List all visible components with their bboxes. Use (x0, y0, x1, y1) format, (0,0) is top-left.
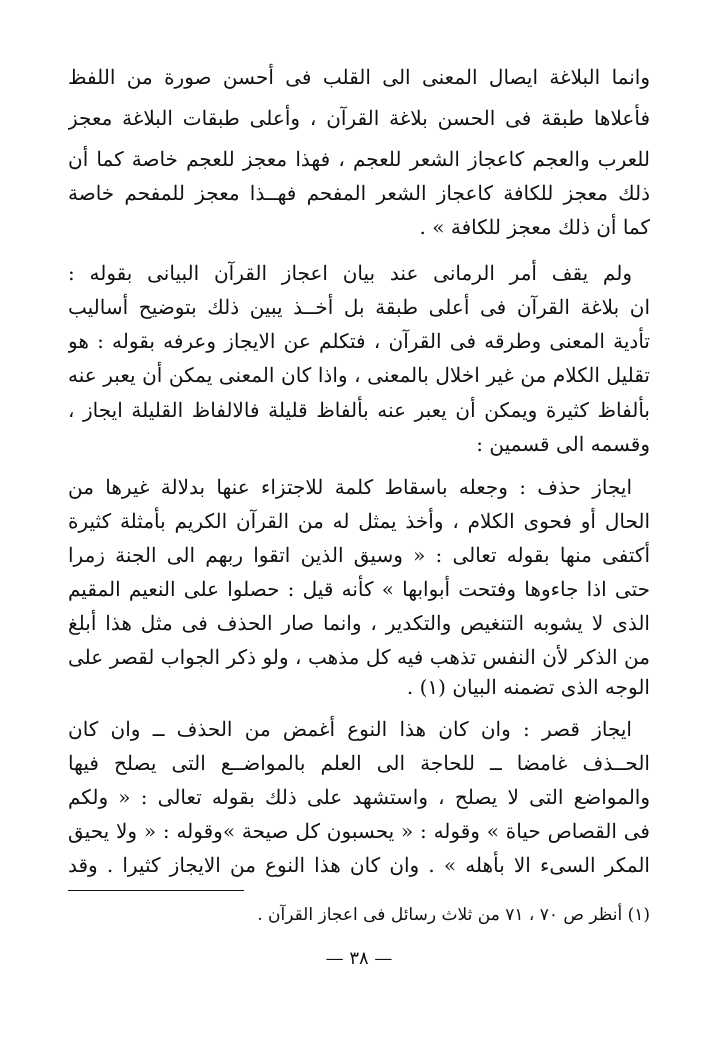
text-line: حتى اذا جاءوها وفتحت أبوابها » كأنه قيل : حصلوا على النعيم المقيم (68, 577, 650, 601)
text-line: ولم يقف أمر الرمانى عند بيان اعجاز القرآن البيانى بقوله : (68, 261, 632, 285)
text-line: للعرب والعجم كاعجاز الشعر للعجم ، فهذا معجز للعجم خاصة كما أن (68, 147, 650, 171)
text-line: تأدية المعنى وطرقه فى القرآن ، فتكلم عن الايجاز وعرفه بقوله : هو (68, 329, 650, 353)
text-line: الحال أو فحوى الكلام ، وأخذ يمثل له من القرآن الكريم بأمثلة كثيرة (68, 509, 650, 533)
footnote-divider (68, 890, 244, 891)
text-line: المكر السىء الا بأهله » . وان كان هذا النوع من الايجاز كثيرا . وقد (68, 853, 650, 877)
text-line: فأعلاها طبقة فى الحسن بلاغة القرآن ، وأعلى طبقات البلاغة معجز (68, 106, 650, 130)
text-line: تقليل الكلام من غير اخلال بالمعنى ، واذا كان المعنى يمكن أن يعبر عنه (68, 363, 650, 387)
text-line: وانما البلاغة ايصال المعنى الى القلب فى أحسن صورة من اللفظ (68, 65, 650, 89)
text-line: أكتفى منها بقوله تعالى : « وسيق الذين اتقوا ربهم الى الجنة زمرا (68, 543, 650, 567)
text-line: بألفاظ كثيرة ويمكن أن يعبر عنه بألفاظ قليلة فالالفاظ القليلة ايجاز ، (68, 398, 650, 422)
text-line: ايجاز قصر : وان كان هذا النوع أغمض من الحذف ــ وان كان (68, 717, 632, 741)
text-line: كما أن ذلك معجز للكافة » . (419, 215, 650, 239)
text-line: الوجه الذى تضمنه البيان (١) . (406, 675, 650, 699)
text-line: الذى لا يشوبه التنغيص والتكدير ، وانما صار الحذف فى مثل هذا أبلغ (68, 611, 650, 635)
text-line: والمواضع التى لا يصلح ، واستشهد على ذلك بقوله تعالى : « ولكم (68, 785, 650, 809)
text-line: وقسمه الى قسمين : (476, 432, 650, 456)
text-line: ذلك معجز للكافة كاعجاز الشعر المفحم فهــذا معجز للمفحم خاصة (68, 181, 650, 205)
page-number: — ٣٨ — (325, 948, 393, 969)
text-line: فى القصاص حياة » وقوله : « يحسبون كل صيحة »وقوله : « ولا يحيق (68, 819, 650, 843)
footnote: (١) أنظر ص ٧٠ ، ٧١ من ثلاث رسائل فى اعجاز القرآن . (257, 905, 650, 925)
text-line: ايجاز حذف : وجعله باسقاط كلمة للاجتزاء عنها بدلالة غيرها من (68, 475, 632, 499)
text-line: ان بلاغة القرآن فى أعلى طبقة بل أخــذ يبين ذلك بتوضيح أساليب (68, 295, 650, 319)
text-line: من الذكر لأن النفس تذهب فيه كل مذهب ، ولو ذكر الجواب لقصر على (68, 645, 650, 669)
text-line: الحــذف غامضا ــ للحاجة الى العلم بالمواضــع التى يصلح فيها (68, 751, 650, 775)
